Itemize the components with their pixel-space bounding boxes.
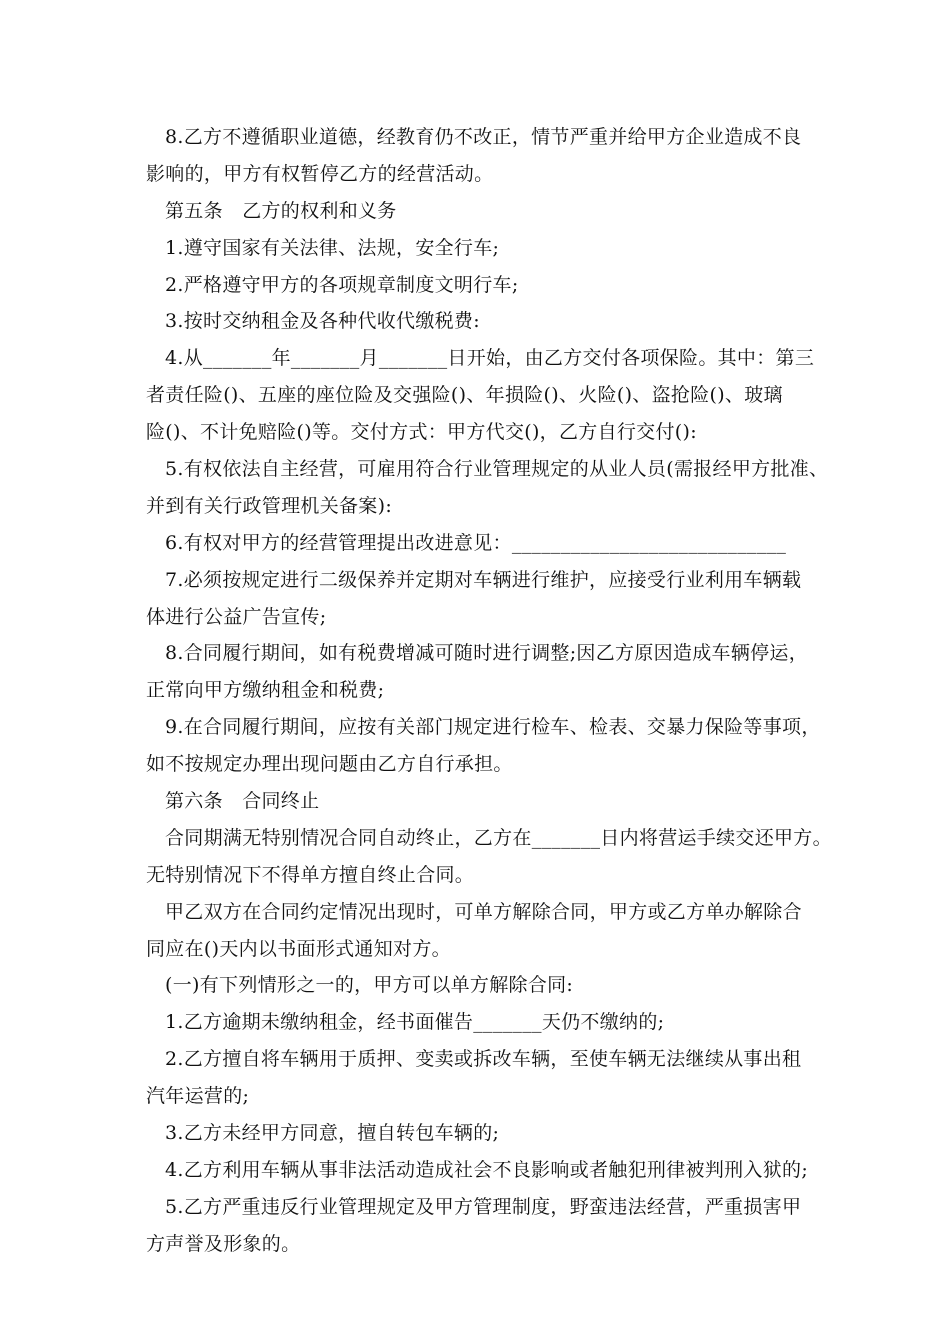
text-line: 汽年运营的; — [146, 1085, 250, 1108]
text-line: 合同期满无特别情况合同自动终止，乙方在_______日内将营运手续交还甲方。 — [165, 826, 832, 849]
text-line: 并到有关行政管理机关备案): — [146, 494, 393, 517]
text-line: 4.从_______年_______月_______日开始，由乙方交付各项保险。其中：第三 — [165, 347, 815, 370]
text-line: 方声誉及形象的。 — [146, 1232, 301, 1255]
text-line: 如不按规定办理出现问题由乙方自行承担。 — [146, 753, 513, 776]
text-line: 体进行公益广告宣传; — [146, 605, 327, 628]
text-line: 9.在合同履行期间，应按有关部门规定进行检车、检表、交暴力保险等事项， — [165, 716, 821, 739]
text-line: 4.乙方利用车辆从事非法活动造成社会不良影响或者触犯刑律被判刑入狱的; — [165, 1158, 809, 1181]
text-line: 正常向甲方缴纳租金和税费; — [146, 679, 385, 702]
text-line: 8.乙方不遵循职业道德，经教育仍不改正，情节严重并给甲方企业造成不良 — [165, 126, 802, 148]
text-line: 险()、不计免赔险()等。交付方式：甲方代交()，乙方自行交付(): — [146, 421, 697, 444]
text-line: 5.乙方严重违反行业管理规定及甲方管理制度，野蛮违法经营，严重损害甲 — [165, 1195, 802, 1218]
text-line: 6.有权对甲方的经营管理提出改进意见：____________________________ — [165, 531, 787, 554]
text-line: (一)有下列情形之一的，甲方可以单方解除合同: — [165, 974, 574, 997]
text-line: 影响的，甲方有权暂停乙方的经营活动。 — [146, 162, 494, 185]
text-line: 7.必须按规定进行二级保养并定期对车辆进行维护，应接受行业利用车辆载 — [165, 568, 802, 591]
text-line: 第六条 合同终止 — [165, 790, 320, 813]
text-line: 者责任险()、五座的座位险及交强险()、年损险()、火险()、盗抢险()、玻璃 — [146, 384, 783, 407]
text-line: 5.有权依法自主经营，可雇用符合行业管理规定的从业人员(需报经甲方批准、 — [165, 458, 829, 481]
text-line: 1.乙方逾期未缴纳租金，经书面催告_______天仍不缴纳的; — [165, 1011, 665, 1034]
text-line: 1.遵守国家有关法律、法规，安全行车; — [165, 236, 500, 259]
text-line: 3.按时交纳租金及各种代收代缴税费: — [165, 310, 480, 333]
text-line: 3.乙方未经甲方同意，擅自转包车辆的; — [165, 1122, 500, 1145]
text-line: 2.乙方擅自将车辆用于质押、变卖或拆改车辆，至使车辆无法继续从事出租 — [165, 1048, 802, 1071]
text-line: 2.严格遵守甲方的各项规章制度文明行车; — [165, 273, 519, 296]
text-line: 第五条 乙方的权利和义务 — [165, 199, 397, 222]
text-line: 同应在()天内以书面形式通知对方。 — [146, 937, 451, 960]
text-line: 甲乙双方在合同约定情况出现时，可单方解除合同，甲方或乙方单办解除合 — [165, 900, 802, 923]
text-line: 无特别情况下不得单方擅自终止合同。 — [146, 863, 475, 886]
text-line: 8.合同履行期间，如有税费增减可随时进行调整;因乙方原因造成车辆停运， — [165, 642, 809, 665]
document-body — [146, 119, 832, 1263]
